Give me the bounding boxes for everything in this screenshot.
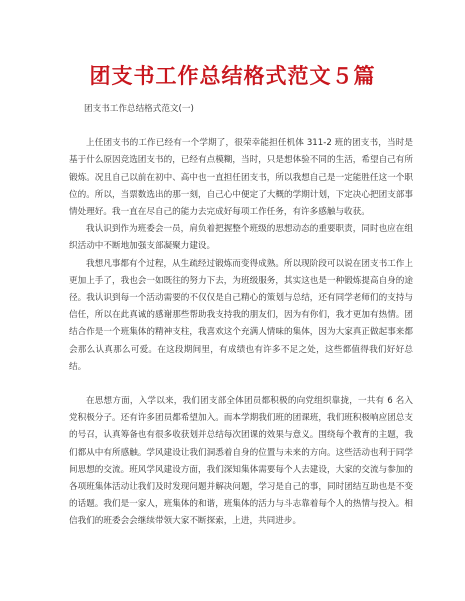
section-subtitle: 团支书工作总结格式范文(一) bbox=[84, 104, 194, 114]
paragraph-4: 在思想方面，入学以来，我们团支部全体团员都积极的向党组织靠拢，一共有 6 名入党积极分子。还有许多团员都希望加入。而本学期我们班的团课班，我们班积极响应团总支的号召，认真筹备也有很多收获划并总结每次团课的效果与意义。围绕每个教育的主题，我们都从中有所感触。学风建设让我们洞悉着自身的位置与未来的方向。这些活动也利于同学间思想的交流。班风学风建设方面，我们深知集体需要每个人去建设，大家的交流与参加的各项班集体活动让我们及时发现问题并解决问题，学习是自己的事，同时团结互助也是不变的话题。我们是一家人，班集体的和谐，班集体的活力与斗志靠着每个人的热情与投入。相信我们的班委会会继续带领大家不断探索，上进，共同进步。 bbox=[69, 396, 413, 527]
paragraph-3: 我想凡事都有个过程，从生疏经过锻炼而变得成熟。所以现阶段可以说在团支书工作上更加上手了，我也会一如既往的努力下去，为班级服务，其实这也是一种锻炼提高自身的途径。我认识到每一个活动需要的不仅仅是自己精心的策划与总结，还有同学老师们的支持与信任，所以在此真诚的感谢那些帮助我支持我的朋友们，因为有你们，我才更加有热情。团结合作是一个班集体的精神支柱，我喜欢这个充满人情味的集体，因为大家真正做起事来都会那么认真那么可爱。在这段期间里，有成绩也有许多不足之处，这些都值得我们好好总结。 bbox=[69, 258, 413, 372]
paragraph-gap bbox=[69, 376, 413, 393]
paragraph-gap bbox=[69, 118, 413, 135]
document-title: 团支书工作总结格式范文５篇 bbox=[89, 63, 376, 88]
document-body bbox=[69, 101, 413, 531]
paragraph-1: 上任团支书的工作已经有一个学期了，很荣幸能担任机体 311-2 班的团支书，当时是基于什么原因竞选团支书的，已经有点模糊，当时，只是想体验不同的生活，希望自己有所锻炼。况且自己以前在初中、高中也一直担任团支书，所以我想自己是一定能胜任这一个职位的。所以，当票数选出的那一刻，自己心中便定了大概的学期计划，下定决心把团支部事情处理好。我一直在尽自己的能力去完成好每项工作任务，有许多感触与收获。 bbox=[69, 138, 413, 218]
paragraph-2: 我认识到作为班委会一员，肩负着把握整个班级的思想动态的重要职责，同时也应在组织活动中不断地加强支部凝聚力建设。 bbox=[69, 224, 413, 252]
